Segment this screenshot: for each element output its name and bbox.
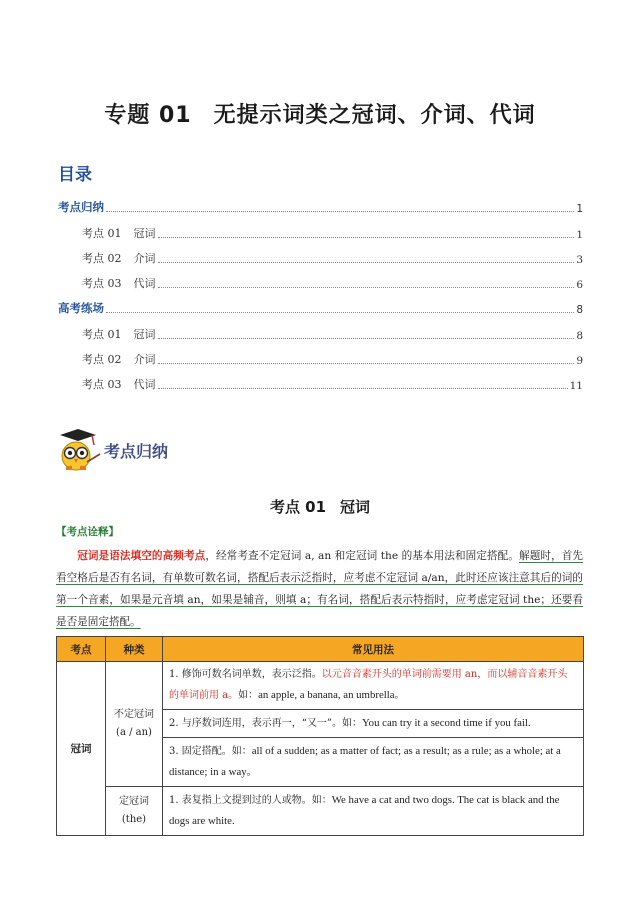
toc-entry[interactable]: [58, 342, 583, 367]
toc-entry-code: 考点 01: [82, 226, 122, 240]
usage-text: 2. 与序数词连用，表示再一，“又一”。如：: [169, 718, 362, 729]
toc-page-number: 6: [576, 279, 583, 292]
header-type: 种类: [106, 637, 163, 662]
toc-entry[interactable]: [58, 215, 583, 240]
explain-highlight: 冠词是语法填空的高频考点: [77, 550, 206, 562]
explain-underlined: 解题时，首先看空格后是否有名词，有单数可数名词，搭配后表示泛指时，应考虑不定冠词 a/an，此时还应该注意其后的词的第一个音素，如果是元音填 an，如果是辅音，则填 a；有名词，搭配后表示特指时，应考虑定冠词 the；还要看是否是固定搭配。: [56, 550, 584, 628]
type-cell-definite: [106, 787, 163, 836]
kaodian-cell: 冠词: [57, 662, 106, 836]
usage-example: an apple, a banana, an umbrella: [258, 689, 395, 701]
toc-entry[interactable]: [58, 266, 583, 291]
document-title-text: 无提示词类之冠词、介词、代词: [213, 103, 536, 128]
toc-entry-label: 考点归纳: [58, 200, 104, 215]
toc-entry-code: 考点 02: [82, 353, 122, 367]
type-name: 定冠词: [119, 796, 149, 807]
owl-scholar-icon: [54, 426, 102, 474]
toc-leader-dots: [158, 363, 575, 364]
toc-heading: 目录: [58, 165, 92, 185]
toc-leader-dots: [158, 287, 575, 288]
usage-text: 1. 表复指上文提到过的人或物。如：: [169, 795, 332, 806]
table-header-row: [57, 637, 584, 662]
toc-page-number: 1: [576, 203, 583, 216]
toc-entry-label: 代词: [133, 277, 156, 291]
section-title: 考点归纳: [104, 441, 169, 461]
usage-cell: [163, 738, 584, 787]
toc-entry-code: 考点 03: [82, 378, 122, 392]
header-usage: 常见用法: [163, 637, 584, 662]
table-row: [57, 662, 584, 710]
table-of-contents: [58, 190, 583, 392]
type-name: 不定冠词: [114, 709, 154, 720]
subsection-title: [0, 496, 640, 517]
toc-entry[interactable]: [58, 367, 583, 392]
toc-leader-dots: [158, 262, 575, 263]
toc-entry-label: 冠词: [133, 327, 156, 341]
toc-entry[interactable]: [58, 190, 583, 215]
toc-page-number: 1: [576, 228, 583, 241]
explain-paragraph: [56, 545, 583, 633]
header-kaodian: 考点: [57, 637, 106, 662]
toc-page-number: 8: [576, 329, 583, 342]
toc-entry[interactable]: [58, 291, 583, 316]
toc-entry-code: 考点 03: [82, 277, 122, 291]
table-row: [57, 787, 584, 836]
toc-leader-dots: [106, 312, 574, 313]
usage-text: 1. 修饰可数名词单数，表示泛指。: [169, 669, 322, 680]
usage-cell: [163, 662, 584, 710]
toc-entry-label: 介词: [133, 353, 156, 367]
toc-leader-dots: [158, 388, 568, 389]
toc-leader-dots: [158, 338, 575, 339]
toc-page-number: 11: [569, 380, 583, 393]
type-forms: (a / an): [116, 727, 152, 738]
subsection-label: 冠词: [340, 498, 371, 516]
type-forms: (the): [121, 814, 147, 825]
toc-entry-label: 冠词: [133, 226, 156, 240]
document-title-code: 专题 01: [104, 103, 192, 128]
subsection-code: 考点 01: [269, 498, 327, 516]
toc-leader-dots: [106, 211, 574, 212]
explain-tag: 【考点诠释】: [56, 526, 119, 538]
usage-cell: [163, 710, 584, 738]
toc-page-number: 9: [576, 355, 583, 368]
toc-entry-label: 高考练场: [58, 301, 104, 316]
toc-entry[interactable]: [58, 316, 583, 341]
section-header: [54, 426, 168, 474]
usage-example: all of a sudden; as a matter of fact; as a result; as a rule; as a whole; at a distance; in a way: [169, 745, 561, 778]
toc-entry-label: 介词: [133, 251, 156, 265]
toc-page-number: 3: [576, 253, 583, 266]
explain-text: ，经常考查不定冠词 a, an 和定冠词 the 的基本用法和固定搭配。: [205, 550, 520, 562]
usage-highlight: 以元音音素开头的单词前需要用 an，而以辅音音素开头的单词前用 a。: [169, 669, 568, 701]
usage-cell: [163, 787, 584, 836]
toc-entry-code: 考点 01: [82, 327, 122, 341]
usage-text: 。: [246, 767, 257, 778]
usage-text: 3. 固定搭配。如：: [169, 746, 252, 757]
usage-example: You can try it a second time if you fail.: [361, 717, 531, 729]
toc-entry-code: 考点 02: [82, 251, 122, 265]
toc-leader-dots: [158, 237, 575, 238]
toc-entry[interactable]: [58, 241, 583, 266]
usage-example: We have a cat and two dogs. The cat is black and the dogs are white.: [169, 794, 560, 827]
toc-entry-label: 代词: [133, 378, 156, 392]
toc-page-number: 8: [576, 304, 583, 317]
usage-text: 。: [394, 690, 405, 701]
type-cell-indefinite: [106, 662, 163, 787]
usage-table: [56, 636, 584, 836]
document-title: [0, 98, 640, 129]
usage-text: 如：: [238, 690, 259, 701]
